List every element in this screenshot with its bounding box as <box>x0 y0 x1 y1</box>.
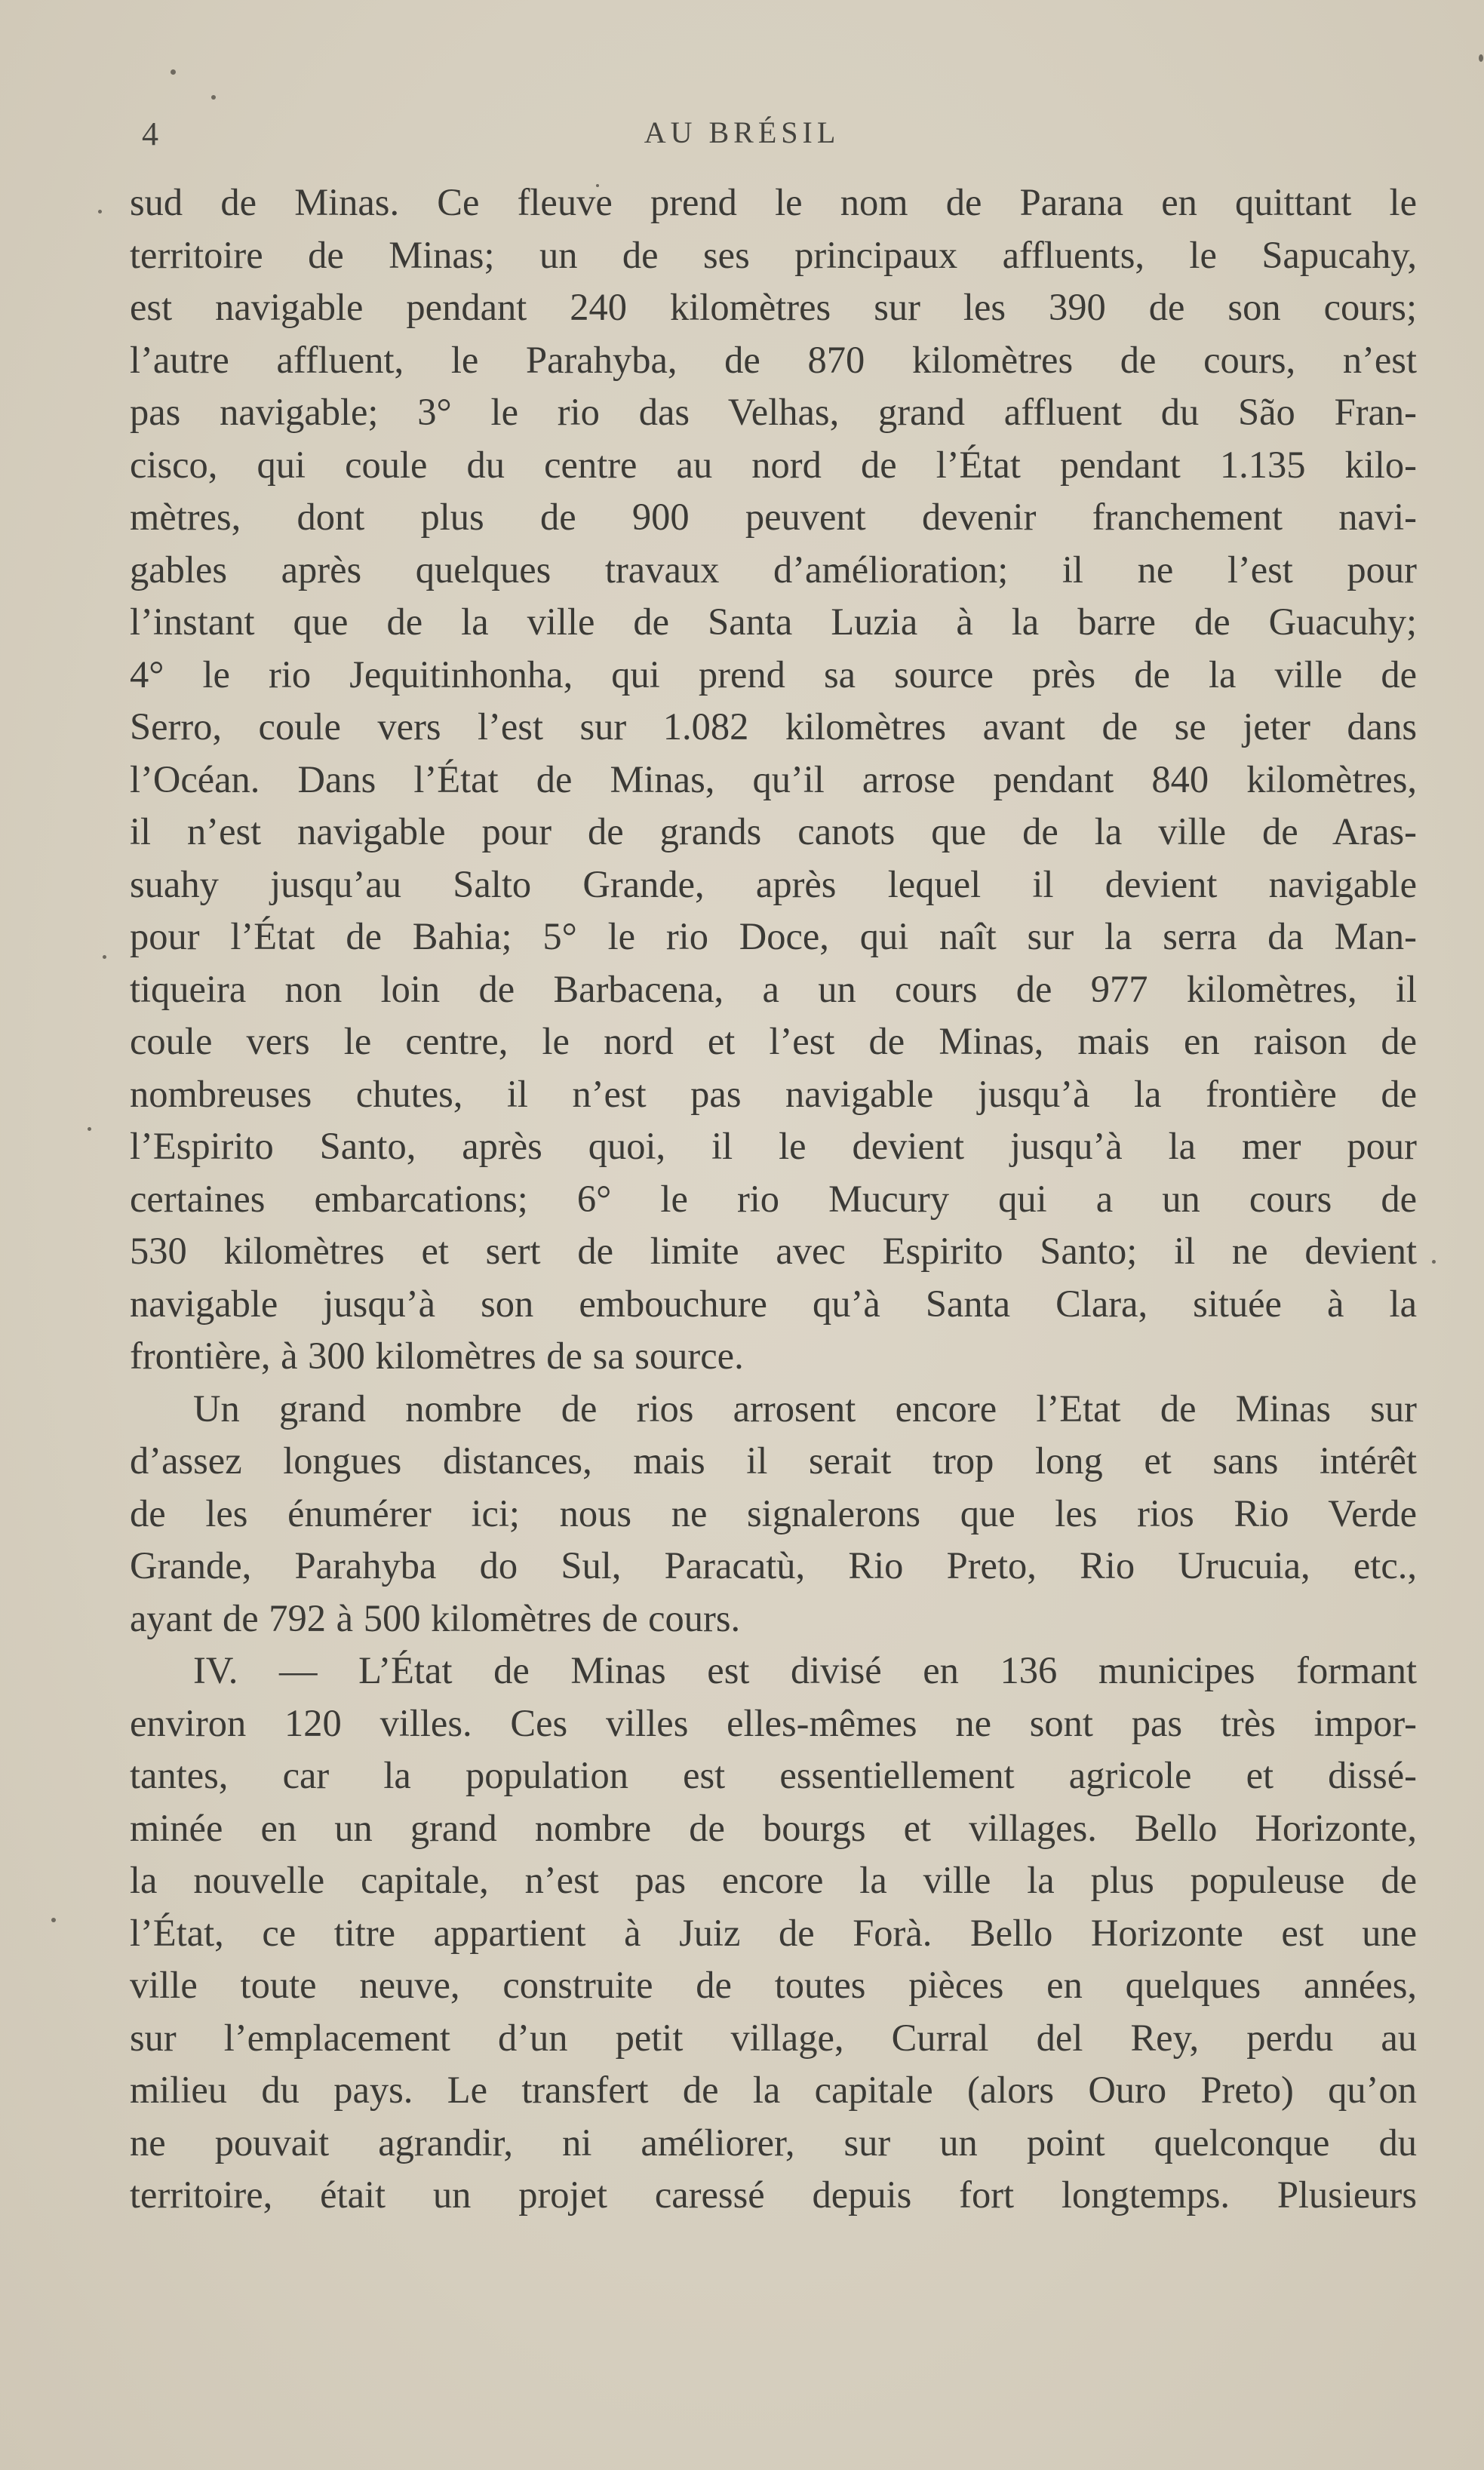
ink-speck <box>51 1918 56 1922</box>
text-line: ayant de 792 à 500 kilomètres de cours. <box>130 1596 741 1639</box>
text-line: frontière, à 300 kilomètres de sa source. <box>130 1335 744 1377</box>
body-text <box>130 177 1417 2222</box>
text-line: minée en un grand nombre de bourgs et villages. Bello Horizonte, <box>130 1806 1417 1849</box>
text-line: l’État, ce titre appartient à Juiz de Forà. Bello Horizonte est une <box>130 1911 1417 1954</box>
text-line: l’instant que de la ville de Santa Luzia à la barre de Guacuhy; <box>130 601 1417 643</box>
text-line: gables après quelques travaux d’amélioration; il ne l’est pour <box>130 548 1417 591</box>
ink-speck <box>98 210 102 214</box>
text-line: ville toute neuve, construite de toutes pièces en quelques années, <box>130 1964 1417 2006</box>
text-line: sud de Minas. Ce fleuve prend le nom de Parana en quittant le <box>130 181 1417 223</box>
text-line: milieu du pays. Le transfert de la capitale (alors Ouro Preto) qu’on <box>130 2069 1417 2111</box>
page-header <box>0 115 1484 157</box>
text-line: l’autre affluent, le Parahyba, de 870 kilomètres de cours, n’est <box>130 338 1417 381</box>
text-line: Un grand nombre de rios arrosent encore l’Etat de Minas sur <box>193 1387 1417 1430</box>
text-line: suahy jusqu’au Salto Grande, après lequel il devient navigable <box>130 862 1417 905</box>
text-line: Grande, Parahyba do Sul, Paracatù, Rio Preto, Rio Urucuia, etc., <box>130 1544 1417 1587</box>
running-title: AU BRÉSIL <box>644 115 840 149</box>
text-line: 4° le rio Jequitinhonha, qui prend sa source près de la ville de <box>130 653 1417 696</box>
text-line: IV. — L’État de Minas est divisé en 136 municipes formant <box>193 1649 1417 1691</box>
text-line: pour l’État de Bahia; 5° le rio Doce, qui naît sur la serra da Man- <box>130 915 1417 957</box>
text-line: 530 kilomètres et sert de limite avec Espirito Santo; il ne devient <box>130 1230 1417 1272</box>
text-line: Serro, coule vers l’est sur 1.082 kilomètres avant de se jeter dans <box>130 705 1417 748</box>
text-line: certaines embarcations; 6° le rio Mucury qui a un cours de <box>130 1177 1417 1220</box>
text-line: coule vers le centre, le nord et l’est de Minas, mais en raison de <box>130 1020 1417 1062</box>
ink-speck <box>211 95 216 100</box>
text-line: sur l’emplacement d’un petit village, Curral del Rey, perdu au <box>130 2016 1417 2059</box>
ink-speck <box>88 1127 91 1131</box>
text-line: mètres, dont plus de 900 peuvent devenir franchement navi- <box>130 496 1417 538</box>
text-line: tiqueira non loin de Barbacena, a un cours de 977 kilomètres, il <box>130 967 1417 1010</box>
text-line: tantes, car la population est essentiellement agricole et dissé- <box>130 1754 1417 1796</box>
text-line: d’assez longues distances, mais il serait trop long et sans intérêt <box>130 1439 1417 1482</box>
text-line: navigable jusqu’à son embouchure qu’à Santa Clara, située à la <box>130 1282 1417 1325</box>
text-line: territoire de Minas; un de ses principaux affluents, le Sapucahy, <box>130 233 1417 276</box>
text-line: il n’est navigable pour de grands canots que de la ville de Aras- <box>130 810 1417 853</box>
ink-speck <box>171 69 176 75</box>
ink-speck <box>103 955 106 959</box>
text-line: la nouvelle capitale, n’est pas encore la ville la plus populeuse de <box>130 1859 1417 1901</box>
text-line: l’Océan. Dans l’État de Minas, qu’il arrose pendant 840 kilomètres, <box>130 757 1417 800</box>
page-number: 4 <box>142 115 159 152</box>
ink-speck <box>1479 54 1483 62</box>
text-line: ne pouvait agrandir, ni améliorer, sur un point quelconque du <box>130 2121 1417 2164</box>
text-line: nombreuses chutes, il n’est pas navigable jusqu’à la frontière de <box>130 1072 1417 1115</box>
text-line: l’Espirito Santo, après quoi, il le devient jusqu’à la mer pour <box>130 1125 1417 1167</box>
text-line: cisco, qui coule du centre au nord de l’État pendant 1.135 kilo- <box>130 443 1417 486</box>
ink-speck <box>1432 1260 1436 1264</box>
text-line: pas navigable; 3° le rio das Velhas, grand affluent du São Fran- <box>130 391 1417 433</box>
text-line: environ 120 villes. Ces villes elles-mêmes ne sont pas très impor- <box>130 1701 1417 1744</box>
text-line: est navigable pendant 240 kilomètres sur les 390 de son cours; <box>130 286 1417 328</box>
text-line: de les énumérer ici; nous ne signalerons que les rios Rio Verde <box>130 1492 1417 1535</box>
text-line: territoire, était un projet caressé depuis fort longtemps. Plusieurs <box>130 2174 1417 2216</box>
